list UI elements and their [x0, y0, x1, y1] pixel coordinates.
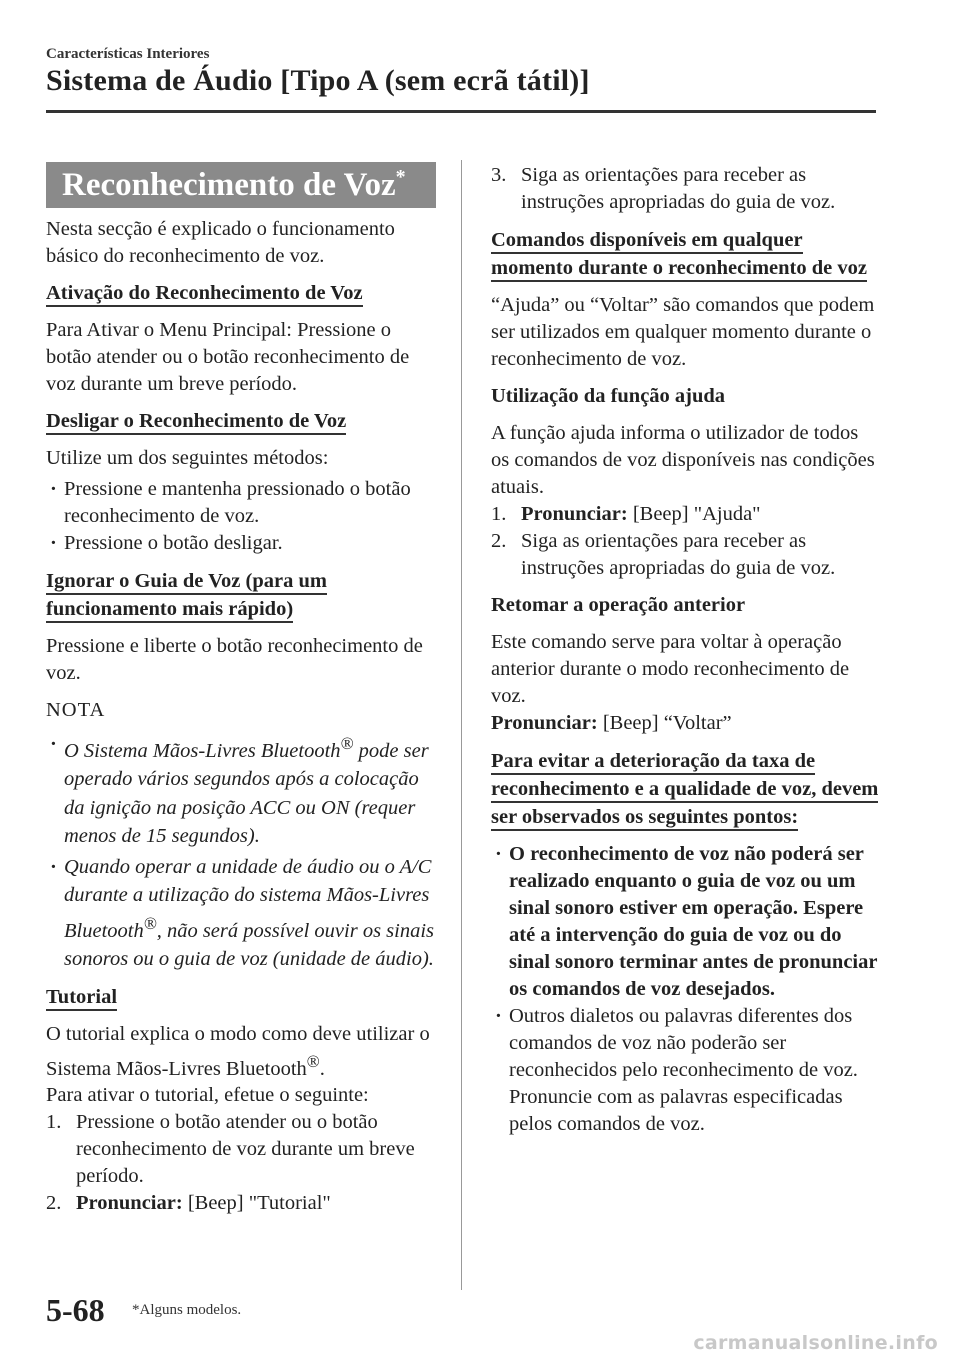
list-item: · Pressione o botão desligar. [46, 530, 436, 557]
disable-heading: Desligar o Reconhecimento de Voz [46, 410, 346, 435]
list-item: · Pressione e mantenha pressionado o botão reconhecimento de voz. [46, 476, 436, 530]
list-item: 2. Siga as orientações para receber as instruções apropriadas do guia de voz. [491, 530, 836, 579]
tutorial-steps-cont [491, 162, 881, 216]
activation-text: Para Ativar o Menu Principal: Pressione o botão atender ou o botão reconhecimento de voz durante um breve período. [46, 319, 410, 395]
anytime-heading: Comandos disponíveis em qualquer momento durante o reconhecimento de voz [491, 229, 867, 282]
skip-text: Pressione e liberte o botão reconhecimento de voz. [46, 635, 423, 684]
back-heading: Retomar a operação anterior [491, 594, 746, 616]
column-divider [461, 160, 462, 1290]
disable-list [46, 476, 436, 557]
note-label: NOTA [46, 699, 106, 721]
footnote: *Alguns modelos. [132, 1302, 242, 1318]
list-item: · O Sistema Mãos-Livres Bluetooth® pode ser operado vários segundos após a colocação da ignição na posição ACC ou ON (requer menos de 15 segundos). [46, 730, 436, 851]
page-title: Sistema de Áudio [Tipo A (sem ecrã tátil)] [46, 64, 590, 97]
tutorial-text-2: Para ativar o tutorial, efetue o seguinte: [46, 1084, 369, 1107]
avoid-heading: Para evitar a deterioração da taxa de reconhecimento e a qualidade de voz, devem ser observados os seguintes pontos: [491, 750, 878, 831]
help-heading: Utilização da função ajuda [491, 385, 726, 407]
tutorial-text: O tutorial explica o modo como deve utilizar o Sistema Mãos-Livres Bluetooth®. [46, 1022, 430, 1080]
activation-heading: Ativação do Reconhecimento de Voz [46, 282, 363, 307]
tutorial-steps [46, 1109, 436, 1217]
list-item: · O reconhecimento de voz não poderá ser realizado enquanto o guia de voz ou um sinal sonoro estiver em operação. Espere até a intervenção do guia de voz ou do sinal sonoro terminar antes de pronunciar os comandos de voz desejados. [491, 841, 881, 1003]
back-text: Este comando serve para voltar à operação anterior durante o modo reconhecimento de voz. [491, 631, 850, 707]
help-steps [491, 501, 881, 582]
list-item: 3. Siga as orientações para receber as instruções apropriadas do guia de voz. [491, 164, 836, 213]
section-label: Características Interiores [46, 46, 210, 62]
list-item: · Quando operar a unidade de áudio ou o A/C durante a utilização do sistema Mãos-Livres Bluetooth®, não será possível ouvir os sinais sonoros ou o guia de voz (unidade de áudio). [46, 853, 436, 974]
skip-heading: Ignorar o Guia de Voz (para um funcionamento mais rápido) [46, 570, 327, 623]
header-rule [46, 110, 876, 113]
avoid-list [491, 841, 881, 1138]
list-item: 1. Pressione o botão atender ou o botão reconhecimento de voz durante um breve período. [46, 1111, 415, 1188]
help-text: A função ajuda informa o utilizador de todos os comandos de voz disponíveis nas condições atuais. [491, 422, 875, 498]
list-item: · Outros dialetos ou palavras diferentes dos comandos de voz não poderão ser reconhecidos pelo reconhecimento de voz. Pronuncie com as palavras especificadas pelos comandos de voz. [491, 1003, 881, 1138]
right-column [491, 162, 881, 1148]
left-column [46, 162, 436, 1227]
disable-text: Utilize um dos seguintes métodos: [46, 447, 329, 469]
asterisk-mark: * [395, 166, 406, 188]
tutorial-heading: Tutorial [46, 986, 117, 1011]
watermark: carmanualsonline.info [693, 1332, 938, 1354]
anytime-text: “Ajuda” ou “Voltar” são comandos que podem ser utilizados em qualquer momento durante o reconhecimento de voz. [491, 294, 875, 370]
list-item: 2. Pronunciar: [Beep] "Tutorial" [46, 1192, 331, 1215]
intro-text: Nesta secção é explicado o funcionamento básico do reconhecimento de voz. [46, 218, 395, 267]
list-item: 1. Pronunciar: [Beep] "Ajuda" [491, 503, 761, 525]
page-number: 5-68 [46, 1292, 105, 1328]
back-say: Pronunciar: [Beep] “Voltar” [491, 712, 732, 734]
section-banner: Reconhecimento de Voz* [46, 162, 436, 208]
note-list [46, 730, 436, 974]
